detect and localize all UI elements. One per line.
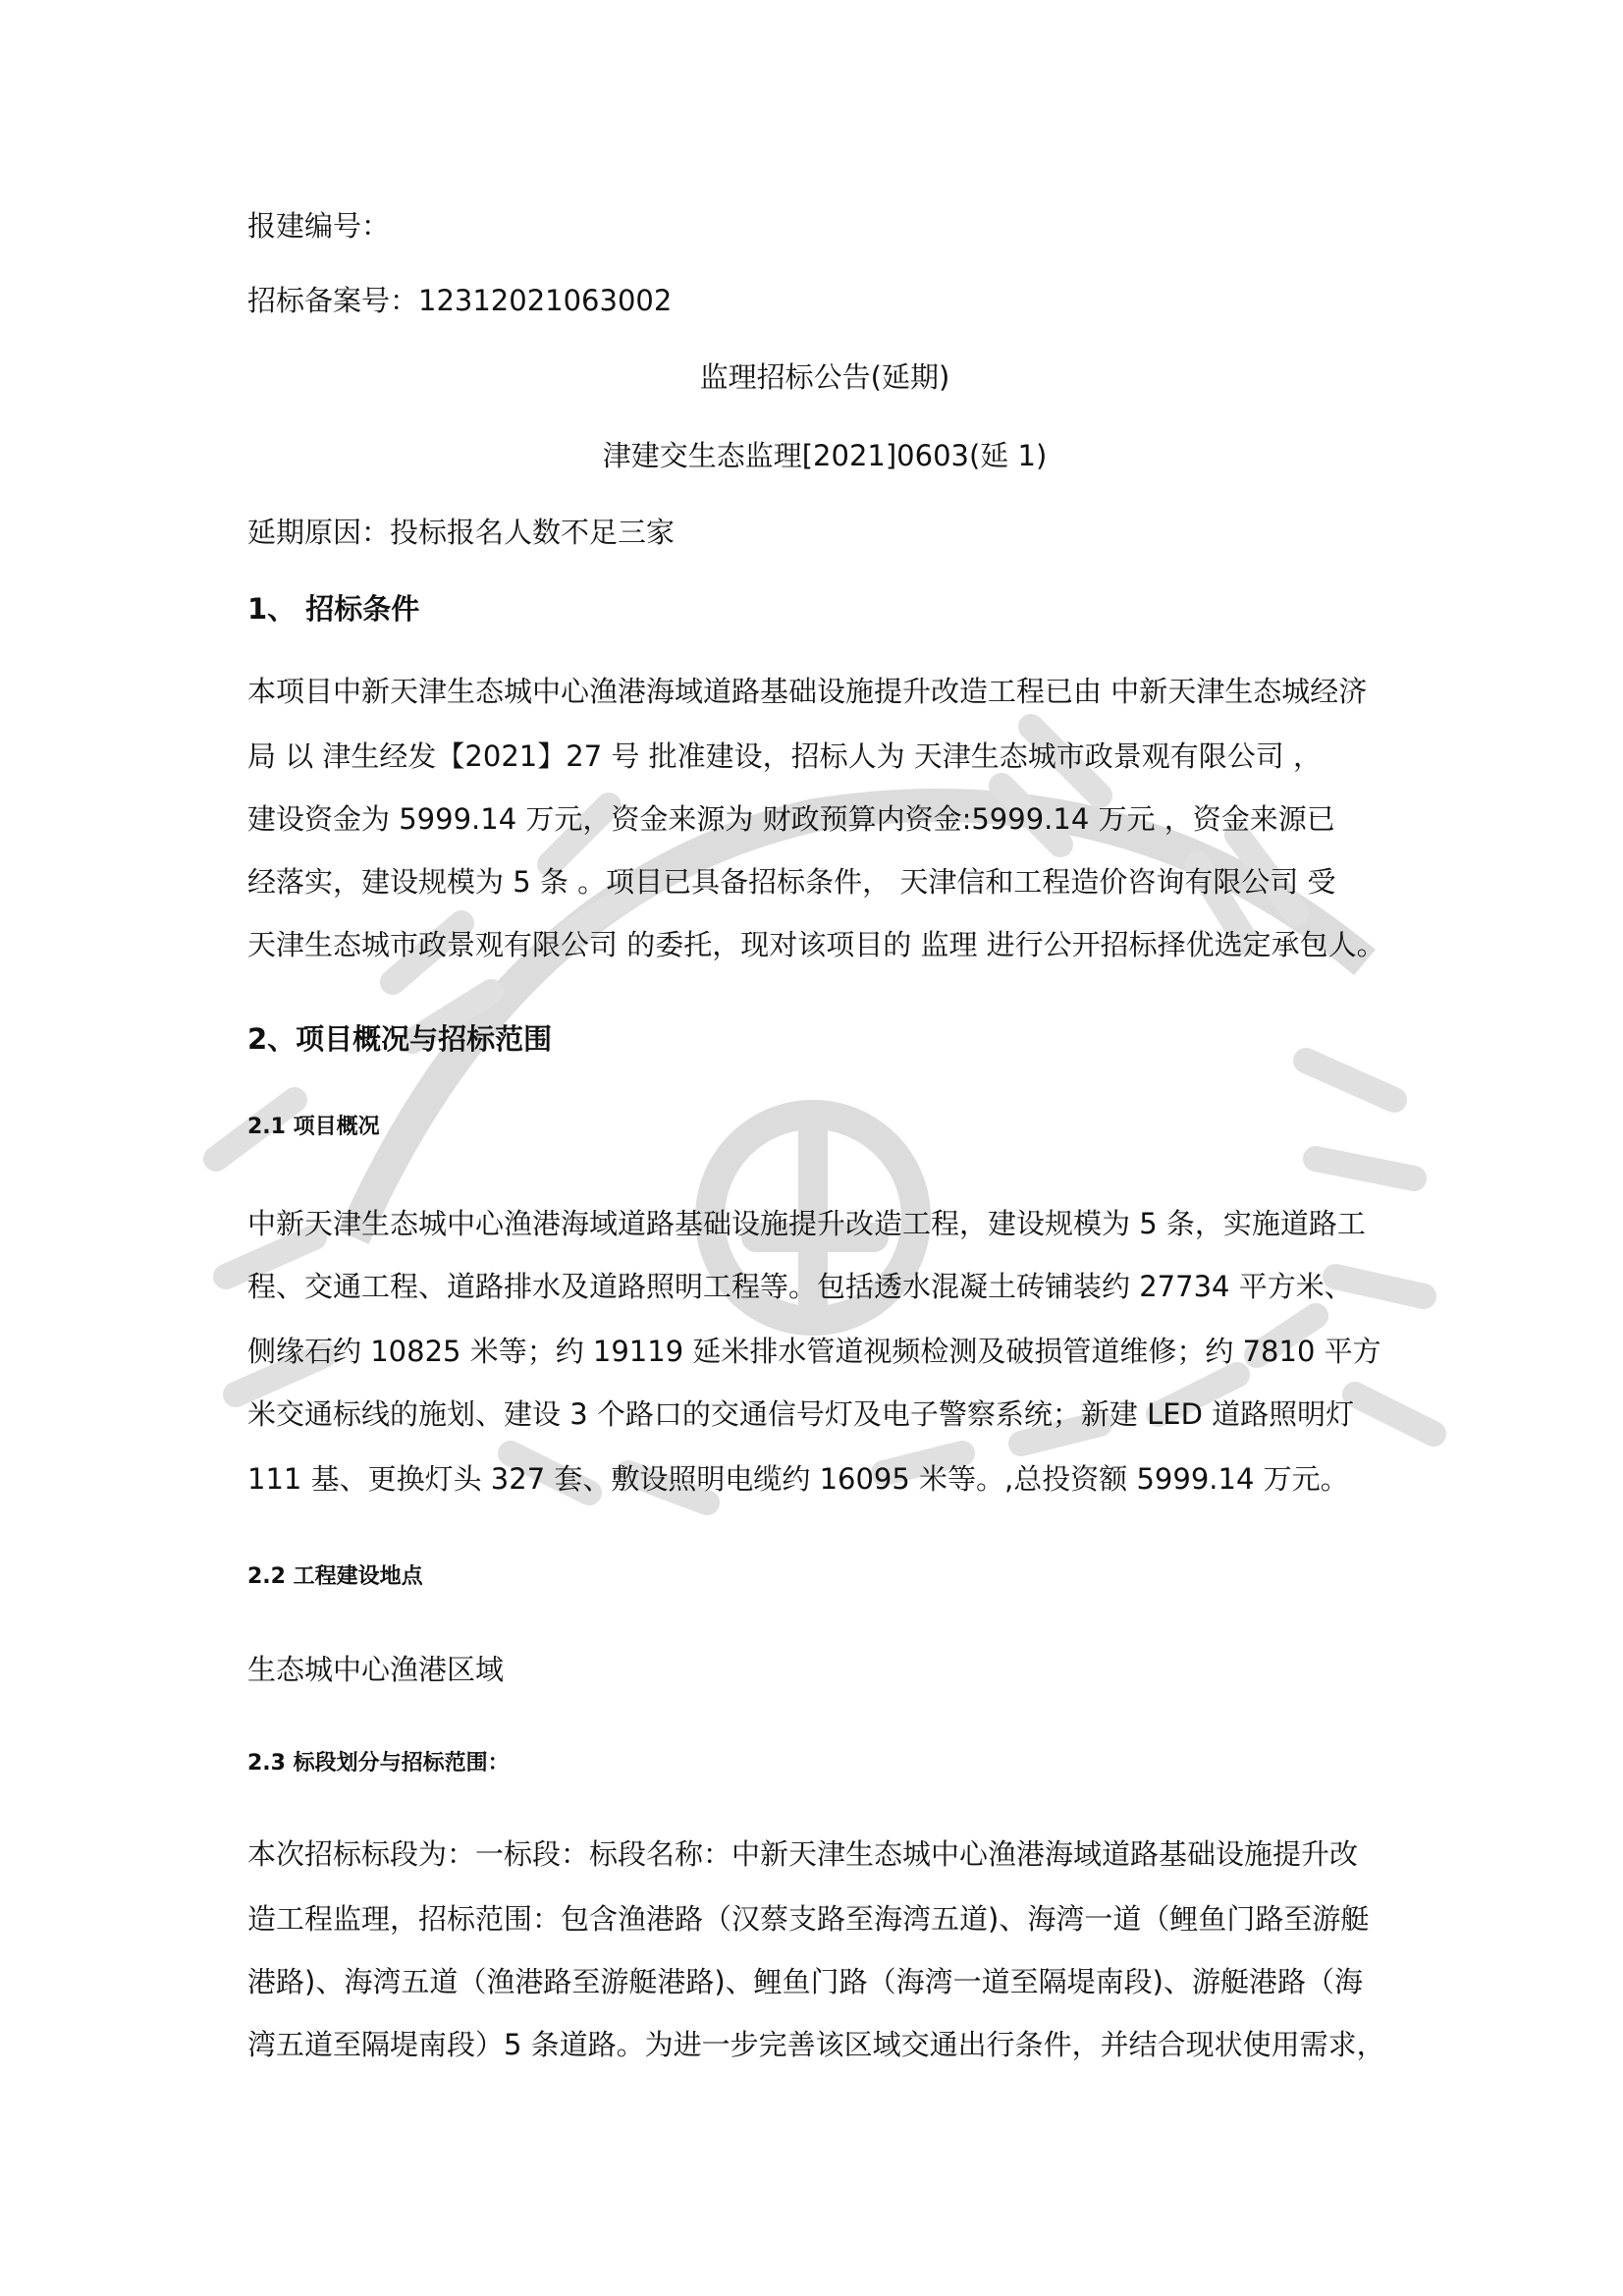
section-1-heading: 1、 招标条件 <box>247 592 420 626</box>
section-2-3-line: 造工程监理，招标范围：包含渔港路（汉蔡支路至海湾五道)、海湾一道（鲤鱼门路至游艇 <box>247 1902 1370 1936</box>
section-2-heading: 2、项目概况与招标范围 <box>247 1022 553 1056</box>
section-2-2-heading: 2.2 工程建设地点 <box>247 1564 423 1589</box>
section-2-2-text: 生态城中心渔港区域 <box>247 1653 505 1686</box>
delay-reason: 延期原因：投标报名人数不足三家 <box>247 516 676 549</box>
section-1-line: 本项目中新天津生态城中心渔港海域道路基础设施提升改造工程已由 中新天津生态城经济 <box>247 675 1368 708</box>
section-2-1-line: 米交通标线的施划、建设 3 个路口的交通信号灯及电子警察系统；新建 LED 道路照明灯 <box>247 1397 1355 1431</box>
section-2-3-line: 港路)、海湾五道（渔港路至游艇港路)、鲤鱼门路（海湾一道至隔堤南段)、游艇港路（海 <box>247 1965 1363 1998</box>
record-number-label: 招标备案号：12312021063002 <box>247 284 673 317</box>
document-number: 津建交生态监理[2021]0603(延 1) <box>602 439 1048 472</box>
section-2-1-line: 侧缘石约 10825 米等；约 19119 延米排水管道视频检测及破损管道维修；约 7810 平方 <box>247 1335 1381 1368</box>
document-title: 监理招标公告(延期) <box>699 360 950 394</box>
section-1-line: 局 以 津生经发【2021】27 号 批准建设，招标人为 天津生态城市政景观有限公司 ， <box>247 739 1323 773</box>
section-2-3-line: 本次招标标段为：一标段：标段名称：中新天津生态城中心渔港海域道路基础设施提升改 <box>247 1837 1359 1871</box>
section-2-1-line: 111 基、更换灯头 327 套、敷设照明电缆约 16095 米等。,总投资额 5999.14 万元。 <box>247 1462 1349 1496</box>
section-2-3-heading: 2.3 标段划分与招标范围： <box>247 1751 510 1776</box>
section-1-line: 天津生态城市政景观有限公司 的委托，现对该项目的 监理 进行公开招标择优选定承包人。 <box>247 928 1385 961</box>
section-1-line: 建设资金为 5999.14 万元，资金来源为 财政预算内资金:5999.14 万元 ，资金来源已 <box>247 802 1335 836</box>
section-2-1-heading: 2.1 项目概况 <box>247 1115 380 1139</box>
section-2-3-line: 湾五道至隔堤南段）5 条道路。为进一步完善该区域交通出行条件，并结合现状使用需求， <box>247 2028 1385 2061</box>
report-number-label: 报建编号： <box>247 209 391 243</box>
section-1-line: 经落实，建设规模为 5 条 。项目已具备招标条件， 天津信和工程造价咨询有限公司 受 <box>247 865 1336 899</box>
section-2-1-line: 程、交通工程、道路排水及道路照明工程等。包括透水混凝土砖铺装约 27734 平方米、 <box>247 1270 1353 1303</box>
section-2-1-line: 中新天津生态城中心渔港海域道路基础设施提升改造工程，建设规模为 5 条，实施道路工 <box>247 1207 1366 1240</box>
